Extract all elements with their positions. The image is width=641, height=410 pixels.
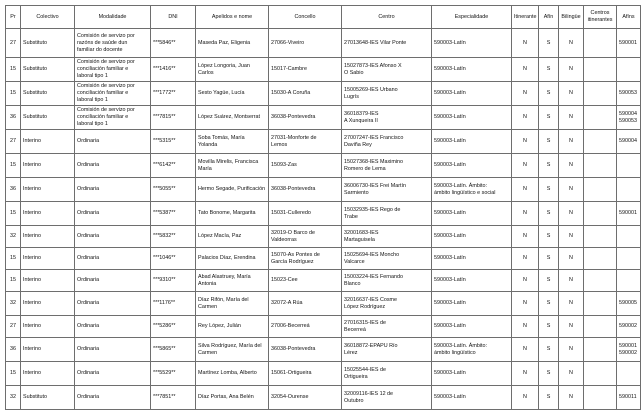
- header-row: [6, 6, 641, 29]
- cell-itinerante: N: [512, 58, 539, 82]
- table-row: [6, 82, 641, 106]
- cell-bilingue: N: [559, 82, 584, 106]
- cell-afins: [617, 58, 641, 82]
- cell-apelidos: Sesto Yagüe, Lucía: [196, 82, 269, 106]
- cell-itinerante: N: [512, 130, 539, 154]
- cell-modalidade: Ordinaria: [75, 130, 151, 154]
- cell-especialidade: 590003-Latín: [432, 202, 512, 226]
- cell-centros-itinerantes: [584, 106, 617, 130]
- cell-apelidos: Silva Rodríguez, María del Carmen: [196, 338, 269, 362]
- cell-colectivo: Interino: [21, 226, 75, 248]
- col-header-centro: Centro: [342, 6, 432, 29]
- table-row: [6, 178, 641, 202]
- cell-especialidade: 590003-Latín. Ámbito: ámbito lingüístico: [432, 338, 512, 362]
- cell-especialidade: 590003-Latín: [432, 29, 512, 58]
- cell-itinerante: N: [512, 362, 539, 386]
- cell-concello: 32054-Ourense: [269, 386, 342, 410]
- cell-especialidade: 590003-Latín: [432, 316, 512, 338]
- assignments-table: [5, 5, 641, 410]
- cell-colectivo: Interino: [21, 270, 75, 292]
- cell-centro: 15025544-IES de Ortigueira: [342, 362, 432, 386]
- cell-concello: 27031-Monforte de Lemos: [269, 130, 342, 154]
- cell-centro: 27016315-IES de Becerreá: [342, 316, 432, 338]
- cell-centros-itinerantes: [584, 338, 617, 362]
- cell-dni: ***1416**: [151, 58, 196, 82]
- cell-centros-itinerantes: [584, 386, 617, 410]
- cell-afins: 590011: [617, 386, 641, 410]
- cell-apelidos: Tato Bonome, Margarita: [196, 202, 269, 226]
- cell-bilingue: N: [559, 130, 584, 154]
- cell-bilingue: N: [559, 29, 584, 58]
- cell-apelidos: Hermo Segade, Purificación: [196, 178, 269, 202]
- cell-centros-itinerantes: [584, 178, 617, 202]
- table-row: [6, 106, 641, 130]
- cell-dni: ***1772**: [151, 82, 196, 106]
- cell-apelidos: Martínez Lomba, Alberto: [196, 362, 269, 386]
- cell-pr: 32: [6, 292, 21, 316]
- cell-modalidade: Ordinaria: [75, 178, 151, 202]
- cell-concello: 15061-Ortigueira: [269, 362, 342, 386]
- cell-especialidade: 590003-Latín: [432, 82, 512, 106]
- table-row: [6, 202, 641, 226]
- cell-apelidos: Díaz Portas, Ana Belén: [196, 386, 269, 410]
- cell-concello: 27006-Becerreá: [269, 316, 342, 338]
- cell-bilingue: N: [559, 178, 584, 202]
- cell-itinerante: N: [512, 226, 539, 248]
- cell-centros-itinerantes: [584, 154, 617, 178]
- cell-modalidade: Ordinaria: [75, 248, 151, 270]
- cell-colectivo: Substituto: [21, 386, 75, 410]
- cell-especialidade: 590003-Latín: [432, 292, 512, 316]
- cell-pr: 32: [6, 386, 21, 410]
- cell-afin: S: [539, 362, 559, 386]
- cell-colectivo: Substituto: [21, 58, 75, 82]
- table-row: [6, 362, 641, 386]
- cell-afin: S: [539, 58, 559, 82]
- cell-itinerante: N: [512, 154, 539, 178]
- cell-afins: 590053: [617, 82, 641, 106]
- cell-centro: 15032935-IES Rego de Trabe: [342, 202, 432, 226]
- cell-centro: 15027873-IES Afonso X O Sabio: [342, 58, 432, 82]
- cell-itinerante: N: [512, 202, 539, 226]
- cell-dni: ***7851**: [151, 386, 196, 410]
- cell-especialidade: 590003-Latín: [432, 386, 512, 410]
- cell-centro: 27013648-IES Vilar Ponte: [342, 29, 432, 58]
- cell-pr: 15: [6, 154, 21, 178]
- cell-afin: S: [539, 130, 559, 154]
- cell-pr: 36: [6, 106, 21, 130]
- cell-apelidos: López Longoria, Juan Carlos: [196, 58, 269, 82]
- cell-concello: 15031-Culleredo: [269, 202, 342, 226]
- cell-pr: 36: [6, 178, 21, 202]
- cell-modalidade: Ordinaria: [75, 202, 151, 226]
- table-row: [6, 58, 641, 82]
- cell-modalidade: Ordinaria: [75, 270, 151, 292]
- cell-centro: 36018872-EPAPU Río Lérez: [342, 338, 432, 362]
- cell-afin: S: [539, 316, 559, 338]
- cell-apelidos: López Macía, Paz: [196, 226, 269, 248]
- cell-concello: 32072-A Rúa: [269, 292, 342, 316]
- cell-colectivo: Substituto: [21, 29, 75, 58]
- cell-apelidos: Maseda Paz, Eligenia: [196, 29, 269, 58]
- cell-modalidade: Comisión de servizo por razóns de saúde dun familiar do docente: [75, 29, 151, 58]
- cell-pr: 15: [6, 270, 21, 292]
- cell-pr: 36: [6, 338, 21, 362]
- cell-bilingue: N: [559, 58, 584, 82]
- cell-afin: S: [539, 226, 559, 248]
- cell-modalidade: Ordinaria: [75, 154, 151, 178]
- cell-concello: 36038-Pontevedra: [269, 338, 342, 362]
- cell-afins: 590002: [617, 316, 641, 338]
- cell-especialidade: 590003-Latín: [432, 362, 512, 386]
- cell-centros-itinerantes: [584, 362, 617, 386]
- cell-afin: S: [539, 178, 559, 202]
- cell-afins: 590005: [617, 292, 641, 316]
- col-header-afins: Afíns: [617, 6, 641, 29]
- cell-modalidade: Ordinaria: [75, 362, 151, 386]
- cell-concello: 27066-Viveiro: [269, 29, 342, 58]
- cell-concello: 32019-O Barco de Valdeorras: [269, 226, 342, 248]
- cell-afin: S: [539, 248, 559, 270]
- cell-dni: ***1046**: [151, 248, 196, 270]
- cell-colectivo: Interino: [21, 338, 75, 362]
- cell-centro: 32016637-IES Cosme López Rodríguez: [342, 292, 432, 316]
- table-row: [6, 386, 641, 410]
- cell-dni: ***5055**: [151, 178, 196, 202]
- cell-dni: ***1176**: [151, 292, 196, 316]
- cell-centro: 36006730-IES Frei Martín Sarmiento: [342, 178, 432, 202]
- cell-pr: 15: [6, 362, 21, 386]
- cell-pr: 27: [6, 316, 21, 338]
- cell-afins: [617, 154, 641, 178]
- cell-bilingue: N: [559, 226, 584, 248]
- cell-centros-itinerantes: [584, 270, 617, 292]
- cell-itinerante: N: [512, 338, 539, 362]
- cell-apelidos: Rey López, Julián: [196, 316, 269, 338]
- col-header-colectivo: Colectivo: [21, 6, 75, 29]
- cell-afin: S: [539, 106, 559, 130]
- cell-bilingue: N: [559, 316, 584, 338]
- cell-colectivo: Substituto: [21, 82, 75, 106]
- cell-colectivo: Interino: [21, 202, 75, 226]
- cell-centros-itinerantes: [584, 292, 617, 316]
- cell-centros-itinerantes: [584, 58, 617, 82]
- cell-especialidade: 590003-Latín: [432, 154, 512, 178]
- col-header-afin: Afín: [539, 6, 559, 29]
- cell-bilingue: N: [559, 338, 584, 362]
- table-row: [6, 226, 641, 248]
- cell-afins: 590004: [617, 130, 641, 154]
- cell-afins: [617, 248, 641, 270]
- cell-concello: 36038-Pontevedra: [269, 178, 342, 202]
- cell-bilingue: N: [559, 386, 584, 410]
- cell-modalidade: Comisión de servizo por conciliación familiar e laboral tipo 1: [75, 58, 151, 82]
- cell-modalidade: Ordinaria: [75, 226, 151, 248]
- cell-bilingue: N: [559, 292, 584, 316]
- cell-dni: ***7815**: [151, 106, 196, 130]
- cell-centros-itinerantes: [584, 226, 617, 248]
- table-body: [6, 29, 641, 410]
- cell-dni: ***5832**: [151, 226, 196, 248]
- cell-itinerante: N: [512, 29, 539, 58]
- cell-itinerante: N: [512, 106, 539, 130]
- cell-bilingue: N: [559, 106, 584, 130]
- cell-afin: S: [539, 202, 559, 226]
- cell-concello: 15017-Cambre: [269, 58, 342, 82]
- cell-centros-itinerantes: [584, 202, 617, 226]
- cell-afin: S: [539, 154, 559, 178]
- cell-apelidos: Soba Tomás, María Yolanda: [196, 130, 269, 154]
- cell-pr: 27: [6, 29, 21, 58]
- cell-apelidos: Abad Alastruey, María Antonia: [196, 270, 269, 292]
- cell-bilingue: N: [559, 270, 584, 292]
- cell-pr: 15: [6, 202, 21, 226]
- cell-afins: 590001: [617, 29, 641, 58]
- cell-centro: 15003224-IES Fernando Blanco: [342, 270, 432, 292]
- cell-afins: 590001: [617, 202, 641, 226]
- cell-afins: [617, 178, 641, 202]
- col-header-concello: Concello: [269, 6, 342, 29]
- cell-dni: ***5865**: [151, 338, 196, 362]
- cell-afin: S: [539, 386, 559, 410]
- cell-itinerante: N: [512, 386, 539, 410]
- cell-centro: 15027368-IES Maximino Romero de Lema: [342, 154, 432, 178]
- cell-modalidade: Ordinaria: [75, 338, 151, 362]
- cell-centros-itinerantes: [584, 130, 617, 154]
- cell-itinerante: N: [512, 316, 539, 338]
- cell-colectivo: Interino: [21, 362, 75, 386]
- cell-especialidade: 590003-Latín. Ámbito: ámbito lingüístico e social: [432, 178, 512, 202]
- cell-especialidade: 590003-Latín: [432, 106, 512, 130]
- cell-centro: 15005269-IES Urbano Lugrís: [342, 82, 432, 106]
- cell-bilingue: N: [559, 362, 584, 386]
- cell-apelidos: Movilla Mirelis, Francisca María: [196, 154, 269, 178]
- cell-apelidos: Díaz Rifón, María del Carmen: [196, 292, 269, 316]
- cell-concello: 15023-Cee: [269, 270, 342, 292]
- cell-centro: 15025694-IES Moncho Valcarce: [342, 248, 432, 270]
- cell-colectivo: Interino: [21, 292, 75, 316]
- cell-colectivo: Interino: [21, 248, 75, 270]
- cell-centros-itinerantes: [584, 248, 617, 270]
- table-row: [6, 270, 641, 292]
- col-header-apelidos: Apelidos e nome: [196, 6, 269, 29]
- cell-centro: 36018379-IES A Xunqueira II: [342, 106, 432, 130]
- cell-dni: ***5529**: [151, 362, 196, 386]
- cell-modalidade: Comisión de servizo por conciliación familiar e laboral tipo 1: [75, 82, 151, 106]
- cell-dni: ***6142**: [151, 154, 196, 178]
- cell-concello: 36038-Pontevedra: [269, 106, 342, 130]
- col-header-bilingue: Bilingüe: [559, 6, 584, 29]
- cell-itinerante: N: [512, 178, 539, 202]
- cell-centros-itinerantes: [584, 29, 617, 58]
- cell-modalidade: Ordinaria: [75, 316, 151, 338]
- cell-afins: 590004 590053: [617, 106, 641, 130]
- cell-bilingue: N: [559, 202, 584, 226]
- cell-modalidade: Ordinaria: [75, 386, 151, 410]
- table-row: [6, 154, 641, 178]
- col-header-pr: Pr: [6, 6, 21, 29]
- cell-afin: S: [539, 29, 559, 58]
- cell-colectivo: Interino: [21, 316, 75, 338]
- table-row: [6, 338, 641, 362]
- cell-afins: 590001 590002: [617, 338, 641, 362]
- cell-afin: S: [539, 82, 559, 106]
- cell-especialidade: 590003-Latín: [432, 248, 512, 270]
- cell-afins: [617, 226, 641, 248]
- cell-dni: ***5315**: [151, 130, 196, 154]
- cell-apelidos: Palacios Díaz, Erendina: [196, 248, 269, 270]
- cell-pr: 15: [6, 58, 21, 82]
- table-row: [6, 248, 641, 270]
- table-row: [6, 292, 641, 316]
- cell-especialidade: 590003-Latín: [432, 226, 512, 248]
- cell-colectivo: Interino: [21, 178, 75, 202]
- cell-itinerante: N: [512, 82, 539, 106]
- table-row: [6, 130, 641, 154]
- col-header-dni: DNI: [151, 6, 196, 29]
- cell-especialidade: 590003-Latín: [432, 58, 512, 82]
- col-header-especialidade: Especialidade: [432, 6, 512, 29]
- table-row: [6, 29, 641, 58]
- cell-bilingue: N: [559, 154, 584, 178]
- cell-pr: 32: [6, 226, 21, 248]
- cell-dni: ***9310**: [151, 270, 196, 292]
- cell-afin: S: [539, 338, 559, 362]
- cell-dni: ***5846**: [151, 29, 196, 58]
- cell-especialidade: 590003-Latín: [432, 270, 512, 292]
- cell-dni: ***5286**: [151, 316, 196, 338]
- cell-centro: 32001683-IES Martaguisela: [342, 226, 432, 248]
- cell-concello: 15093-Zas: [269, 154, 342, 178]
- cell-centro: 27007247-IES Francisco Daviña Rey: [342, 130, 432, 154]
- cell-dni: ***5387**: [151, 202, 196, 226]
- cell-itinerante: N: [512, 292, 539, 316]
- cell-modalidade: Comisión de servizo por conciliación familiar e laboral tipo 1: [75, 106, 151, 130]
- cell-centro: 32009116-IES 12 de Outubro: [342, 386, 432, 410]
- cell-apelidos: López Suárez, Montserrat: [196, 106, 269, 130]
- cell-afins: [617, 362, 641, 386]
- cell-centros-itinerantes: [584, 82, 617, 106]
- cell-itinerante: N: [512, 248, 539, 270]
- cell-concello: 15070-As Pontes de García Rodríguez: [269, 248, 342, 270]
- col-header-centros-itinerantes: Centros itinerantes: [584, 6, 617, 29]
- cell-pr: 15: [6, 248, 21, 270]
- cell-afins: [617, 270, 641, 292]
- col-header-itinerante: Itinerante: [512, 6, 539, 29]
- cell-colectivo: Interino: [21, 130, 75, 154]
- cell-itinerante: N: [512, 270, 539, 292]
- table-row: [6, 316, 641, 338]
- cell-modalidade: Ordinaria: [75, 292, 151, 316]
- cell-bilingue: N: [559, 248, 584, 270]
- cell-pr: 15: [6, 82, 21, 106]
- cell-colectivo: Interino: [21, 154, 75, 178]
- cell-concello: 15030-A Coruña: [269, 82, 342, 106]
- cell-afin: S: [539, 270, 559, 292]
- col-header-modalidade: Modalidade: [75, 6, 151, 29]
- cell-pr: 27: [6, 130, 21, 154]
- cell-afin: S: [539, 292, 559, 316]
- cell-especialidade: 590003-Latín: [432, 130, 512, 154]
- cell-colectivo: Substituto: [21, 106, 75, 130]
- cell-centros-itinerantes: [584, 316, 617, 338]
